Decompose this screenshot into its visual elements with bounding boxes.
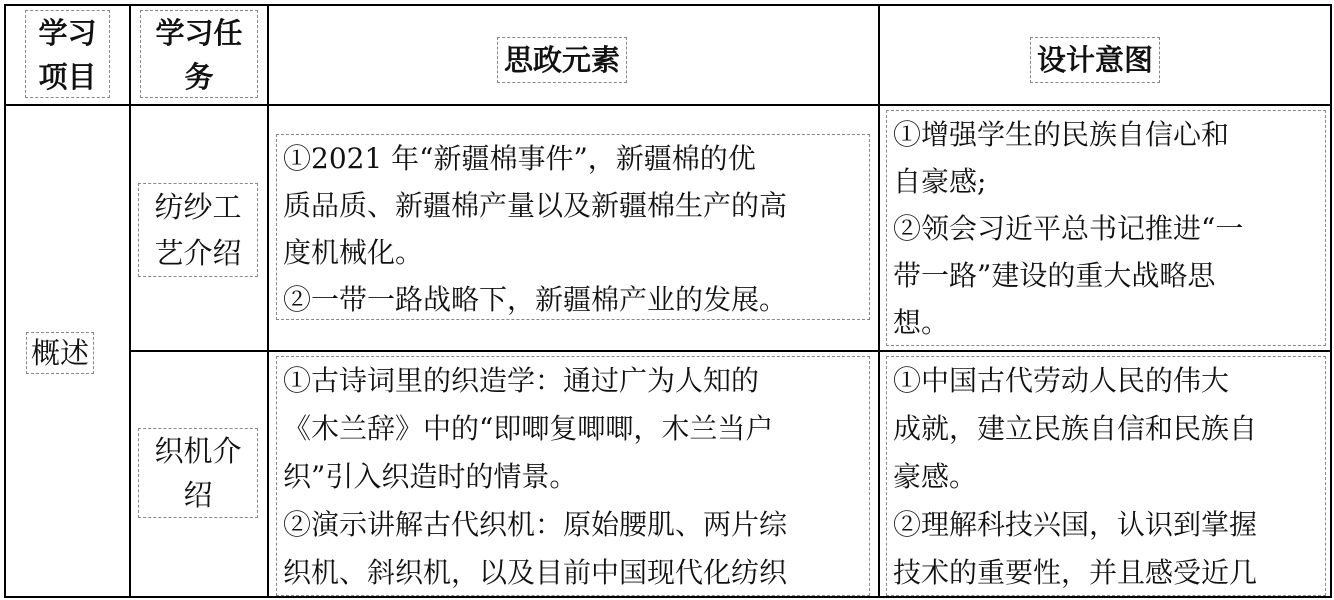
intent-line: ①增强学生的民族自信心和 xyxy=(893,118,1230,151)
header-study-task xyxy=(140,10,258,98)
column-divider-1 xyxy=(129,4,131,598)
intent-line: ②理解科技兴国，认识到掌握 xyxy=(893,508,1258,541)
element-line: ②演示讲解古代织机：原始腰肌、两片综 xyxy=(283,508,788,541)
element-line: 织”引入织造时的情景。 xyxy=(283,460,578,493)
element-line: 质品质、新疆棉产量以及新疆棉生产的高 xyxy=(283,189,788,222)
row-intent-spinning xyxy=(886,110,1326,346)
row-task-line: 绍 xyxy=(183,478,213,512)
row-elements-spinning xyxy=(276,134,870,320)
row-task-line: 织机介 xyxy=(154,434,242,468)
element-line: ①2021 年“新疆棉事件”，新疆棉的优 xyxy=(283,142,756,175)
element-line: ②一带一路战略下，新疆棉产业的发展。 xyxy=(283,283,788,316)
intent-line: ①中国古代劳动人民的伟大 xyxy=(893,364,1230,397)
intent-line: 豪感。 xyxy=(893,460,978,493)
table-border-header xyxy=(4,104,1332,106)
intent-line: 成就，建立民族自信和民族自 xyxy=(893,412,1258,445)
header-study-task-line: 务 xyxy=(184,60,214,94)
header-study-task-line: 学习任 xyxy=(155,16,243,50)
header-study-item xyxy=(25,10,110,98)
row-task-loom xyxy=(138,428,258,518)
table-border-right xyxy=(1330,4,1332,598)
element-line: 织机、斜织机，以及目前中国现代化纺织 xyxy=(283,556,788,589)
column-divider-2 xyxy=(267,4,269,598)
row-intent-loom xyxy=(886,356,1326,596)
table-border-top xyxy=(4,4,1332,6)
row-task-line: 艺介绍 xyxy=(154,236,242,270)
table-border-left xyxy=(4,4,6,598)
header-ideological-elements: 思政元素 xyxy=(497,37,627,83)
intent-line: ②领会习近平总书记推进“一 xyxy=(893,212,1244,245)
element-line: ①古诗词里的织造学：通过广为人知的 xyxy=(283,364,760,397)
row-elements-loom xyxy=(276,356,870,596)
element-line: 《木兰辞》中的“即唧复唧唧，木兰当户 xyxy=(283,412,774,445)
intent-line: 想。 xyxy=(893,306,950,339)
row-task-spinning xyxy=(138,183,258,277)
column-divider-3 xyxy=(878,4,880,598)
intent-line: 技术的重要性，并且感受近几 xyxy=(893,556,1258,589)
header-design-intent: 设计意图 xyxy=(1030,37,1160,83)
intent-line: 带一路”建设的重大战略思 xyxy=(893,259,1216,292)
header-study-item-line: 项目 xyxy=(38,60,97,94)
table-row-divider xyxy=(129,350,1332,352)
section-label: 概述 xyxy=(26,332,94,374)
row-task-line: 纺纱工 xyxy=(154,190,242,224)
element-line: 度机械化。 xyxy=(283,236,424,269)
intent-line: 自豪感; xyxy=(893,165,987,198)
header-study-item-line: 学习 xyxy=(38,16,97,50)
